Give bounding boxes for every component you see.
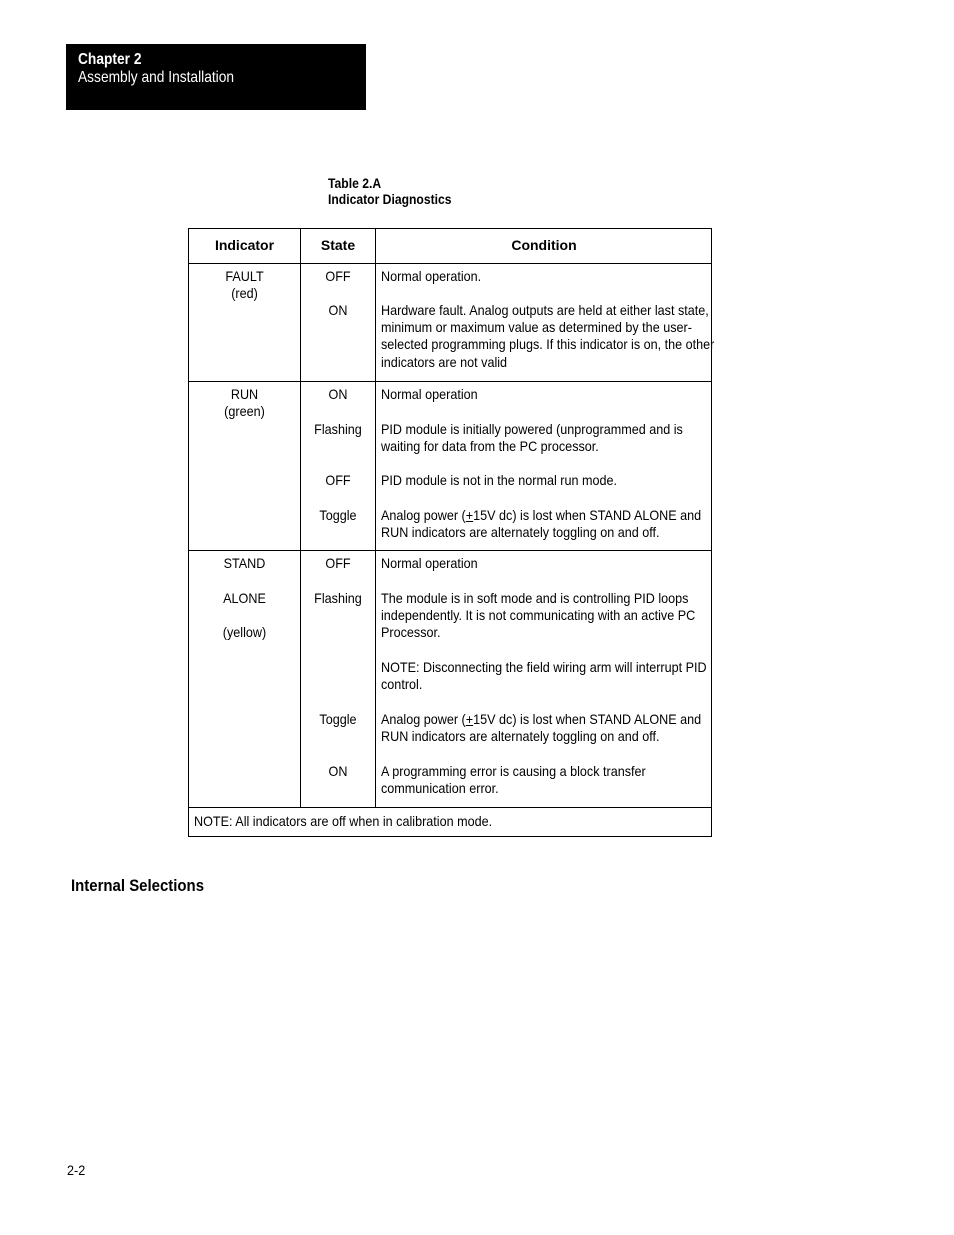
table-header-row xyxy=(189,229,711,264)
indicator-cell: FAULT (red) xyxy=(189,264,301,381)
chapter-header xyxy=(66,44,366,110)
table-title: Indicator Diagnostics xyxy=(328,192,452,207)
state-cell: OFF Flashing Toggle ON xyxy=(301,551,376,807)
state-cell: OFF ON xyxy=(301,264,376,381)
chapter-number: Chapter 2 xyxy=(78,51,142,68)
table-number: Table 2.A xyxy=(328,176,382,191)
table-note-row xyxy=(189,808,711,836)
indicator-cell: STAND ALONE (yellow) xyxy=(189,551,301,807)
table-note: NOTE: All indicators are off when in calibration mode. xyxy=(194,813,493,830)
condition-cell: Normal operation The module is in soft mode and is controlling PID loops independently. It is not communicating with an active PC Processor. NOTE: Disconnecting the field wiring arm will interrupt PID control. Analog power (+15V dc) is lost when STAND ALONE and RUN indicators are alternately toggling on and off. A programming error is causing a block transfer communication error. xyxy=(381,555,707,797)
table-row-fault xyxy=(189,264,715,382)
condition-cell: Normal operation PID module is initially powered (unprogrammed and is waiting for data from the PC processor. PID module is not in the normal run mode. Analog power (+15V dc) is lost when STAND ALONE and RUN indicators are alternately toggling on and off. xyxy=(381,386,702,541)
chapter-title: Assembly and Installation xyxy=(78,69,235,86)
indicator-diagnostics-table xyxy=(188,228,715,837)
table-row-run xyxy=(189,382,711,551)
indicator-cell: RUN (green) xyxy=(189,382,301,550)
page-number: 2-2 xyxy=(67,1162,86,1178)
state-cell: ON Flashing OFF Toggle xyxy=(301,382,376,550)
section-heading: Internal Selections xyxy=(71,876,205,895)
column-header-state: State xyxy=(301,229,376,263)
column-header-indicator: Indicator xyxy=(189,229,301,263)
table-caption xyxy=(328,176,465,208)
condition-cell: Normal operation. Hardware fault. Analog outputs are held at either last state, minimum or maximum value as determined by the user-selected programming plugs. If this indicator is on, the other indicators are not valid xyxy=(381,268,715,370)
column-header-condition: Condition xyxy=(511,237,577,254)
table-row-stand-alone xyxy=(189,551,711,808)
